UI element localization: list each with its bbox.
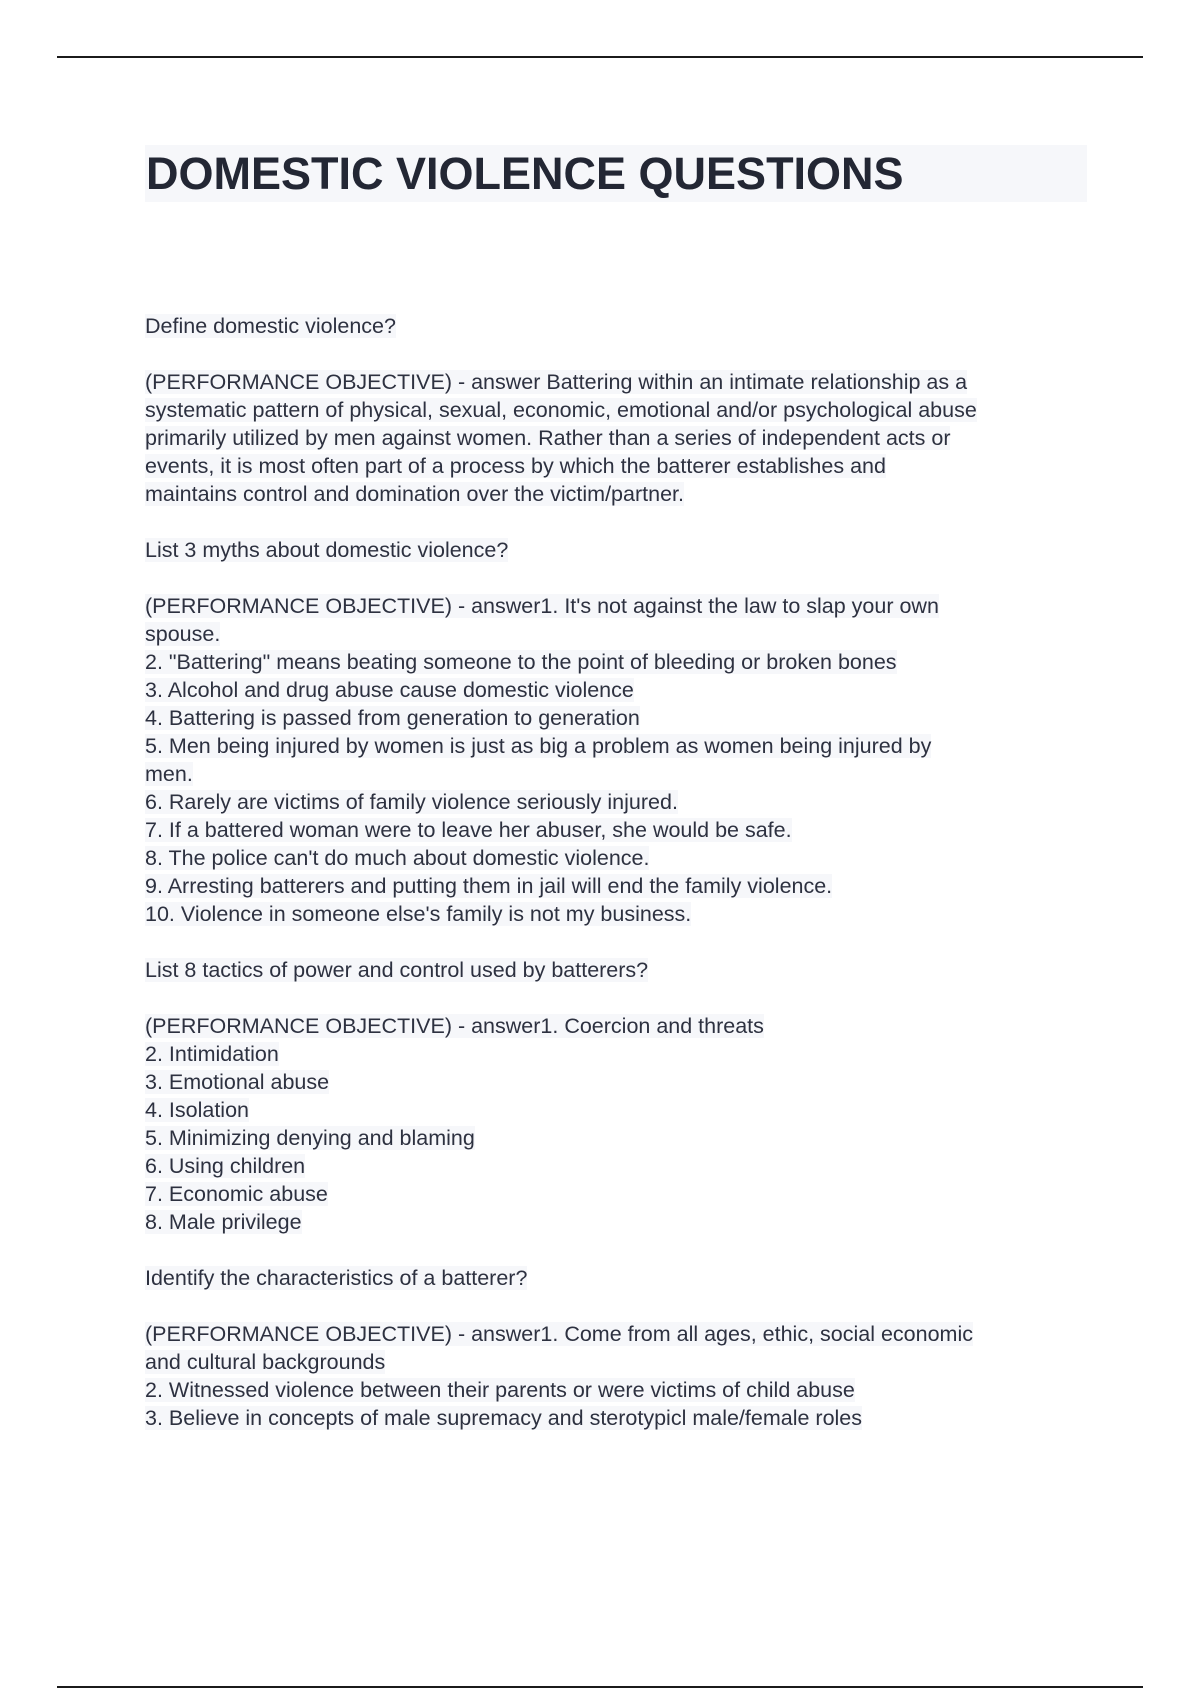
- answer-line: events, it is most often part of a process by which the batterer establishes and: [145, 454, 886, 478]
- qa-section: [145, 1264, 1095, 1432]
- answer-line: primarily utilized by men against women. Rather than a series of independent acts or: [145, 426, 951, 450]
- answer-line: 5. Men being injured by women is just as big a problem as women being injured by: [145, 734, 932, 758]
- answer-line: (PERFORMANCE OBJECTIVE) - answer1. It's not against the law to slap your own: [145, 594, 939, 618]
- answer-line: 4. Isolation: [145, 1098, 249, 1122]
- answer-line: 3. Emotional abuse: [145, 1070, 330, 1094]
- answer-line: 3. Believe in concepts of male supremacy and sterotypicl male/female roles: [145, 1406, 863, 1430]
- top-rule: [57, 56, 1143, 58]
- answer-line: 5. Minimizing denying and blaming: [145, 1126, 475, 1150]
- answer-line: 2. Witnessed violence between their parents or were victims of child abuse: [145, 1378, 855, 1402]
- answer-line: 6. Rarely are victims of family violence seriously injured.: [145, 790, 678, 814]
- answer-line: 8. Male privilege: [145, 1210, 302, 1234]
- answer-line: 2. "Battering" means beating someone to the point of bleeding or broken bones: [145, 650, 897, 674]
- qa-section: [145, 536, 1095, 928]
- answer-line: 3. Alcohol and drug abuse cause domestic violence: [145, 678, 634, 702]
- page-title: DOMESTIC VIOLENCE QUESTIONS: [146, 148, 904, 199]
- answer-line: systematic pattern of physical, sexual, economic, emotional and/or psychological abuse: [145, 398, 977, 422]
- answer-line: (PERFORMANCE OBJECTIVE) - answer Battering within an intimate relationship as a: [145, 370, 968, 394]
- question-text: Identify the characteristics of a batterer?: [145, 1266, 528, 1290]
- answer-line: 6. Using children: [145, 1154, 306, 1178]
- answer-line: and cultural backgrounds: [145, 1350, 386, 1374]
- question-text: List 8 tactics of power and control used by batterers?: [145, 958, 649, 982]
- answer-line: 9. Arresting batterers and putting them in jail will end the family violence.: [145, 874, 833, 898]
- bottom-rule: [57, 1686, 1143, 1688]
- answer-line: 7. Economic abuse: [145, 1182, 328, 1206]
- answer-line: 4. Battering is passed from generation to generation: [145, 706, 640, 730]
- answer-line: 7. If a battered woman were to leave her abuser, she would be safe.: [145, 818, 792, 842]
- question-text: Define domestic violence?: [145, 314, 396, 338]
- answer-line: spouse.: [145, 622, 221, 646]
- answer-line: 8. The police can't do much about domestic violence.: [145, 846, 650, 870]
- answer-line: maintains control and domination over the victim/partner.: [145, 482, 684, 506]
- question-text: List 3 myths about domestic violence?: [145, 538, 509, 562]
- answer-line: 2. Intimidation: [145, 1042, 279, 1066]
- qa-section: [145, 956, 1095, 1236]
- answer-line: 10. Violence in someone else's family is not my business.: [145, 902, 692, 926]
- document-body: [145, 312, 1095, 1432]
- qa-section: [145, 312, 1095, 508]
- answer-line: men.: [145, 762, 193, 786]
- answer-line: (PERFORMANCE OBJECTIVE) - answer1. Coercion and threats: [145, 1014, 764, 1038]
- answer-line: (PERFORMANCE OBJECTIVE) - answer1. Come from all ages, ethic, social economic: [145, 1322, 973, 1346]
